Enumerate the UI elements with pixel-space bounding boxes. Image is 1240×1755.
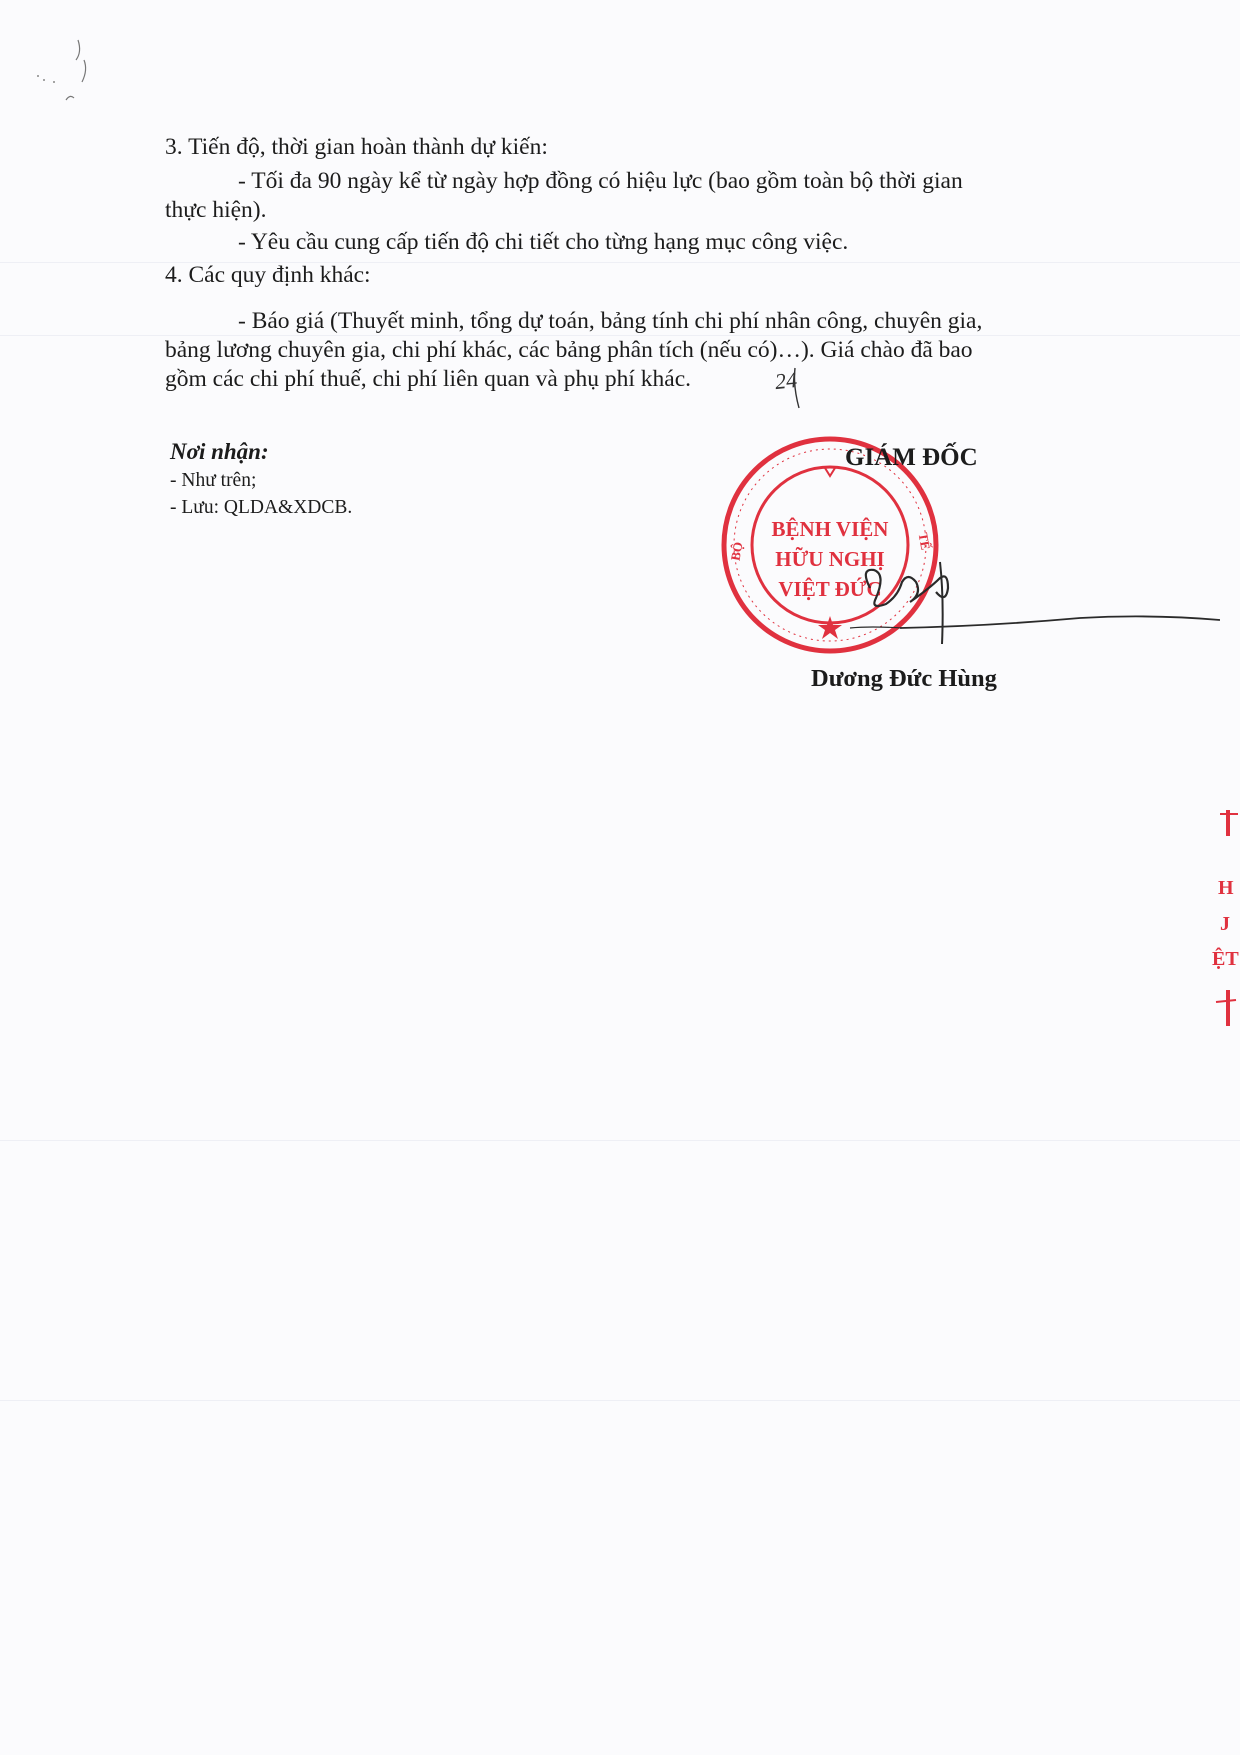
- section-4-bullet-1: - Báo giá (Thuyết minh, tổng dự toán, bảng tính chi phí nhân công, chuyên gia,: [238, 308, 983, 334]
- signer-name: Dương Đức Hùng: [811, 665, 997, 692]
- stamp-rim-left: BỘ: [727, 540, 746, 562]
- stamp-line-1: BỆNH VIỆN: [771, 517, 889, 541]
- edge-seal-char: J: [1220, 913, 1230, 935]
- handwritten-initials: 24: [773, 366, 799, 395]
- stamp-rim-right: TẾ: [915, 531, 934, 552]
- section-4-bullet-1-cont-2: gồm các chi phí thuế, chi phí liên quan và phụ phí khác.: [165, 366, 691, 392]
- edge-seal-char: ỆT: [1212, 948, 1239, 970]
- scan-line: [0, 1140, 1240, 1141]
- recipient-item: - Lưu: QLDA&XDCB.: [170, 497, 353, 518]
- scan-line: [0, 335, 1240, 336]
- section-3-bullet-2: - Yêu cầu cung cấp tiến độ chi tiết cho từng hạng mục công việc.: [238, 229, 849, 255]
- stamp-line-2: HỮU NGHỊ: [775, 547, 885, 571]
- edge-seal-icon: [1198, 800, 1240, 1040]
- section-4-bullet-1-cont: bảng lương chuyên gia, chi phí khác, các bảng phân tích (nếu có)…). Giá chào đã bao: [165, 337, 973, 363]
- signer-title: GIÁM ĐỐC: [845, 444, 978, 471]
- edge-seal-char: H: [1218, 877, 1234, 899]
- scan-line: [0, 1400, 1240, 1401]
- section-3-heading: 3. Tiến độ, thời gian hoàn thành dự kiến:: [165, 134, 548, 160]
- corner-mark-icon: [30, 30, 100, 110]
- initials-stroke-icon: [775, 364, 825, 414]
- stamp-line-3: VIỆT ĐỨC: [778, 577, 882, 601]
- section-3-bullet-1-cont: thực hiện).: [165, 197, 267, 223]
- recipient-item: - Như trên;: [170, 470, 257, 491]
- handwritten-signature-icon: [790, 548, 1220, 658]
- section-4-heading: 4. Các quy định khác:: [165, 262, 371, 288]
- recipients-label: Nơi nhận:: [170, 439, 269, 464]
- section-3-bullet-1: - Tối đa 90 ngày kể từ ngày hợp đồng có hiệu lực (bao gồm toàn bộ thời gian: [238, 168, 963, 194]
